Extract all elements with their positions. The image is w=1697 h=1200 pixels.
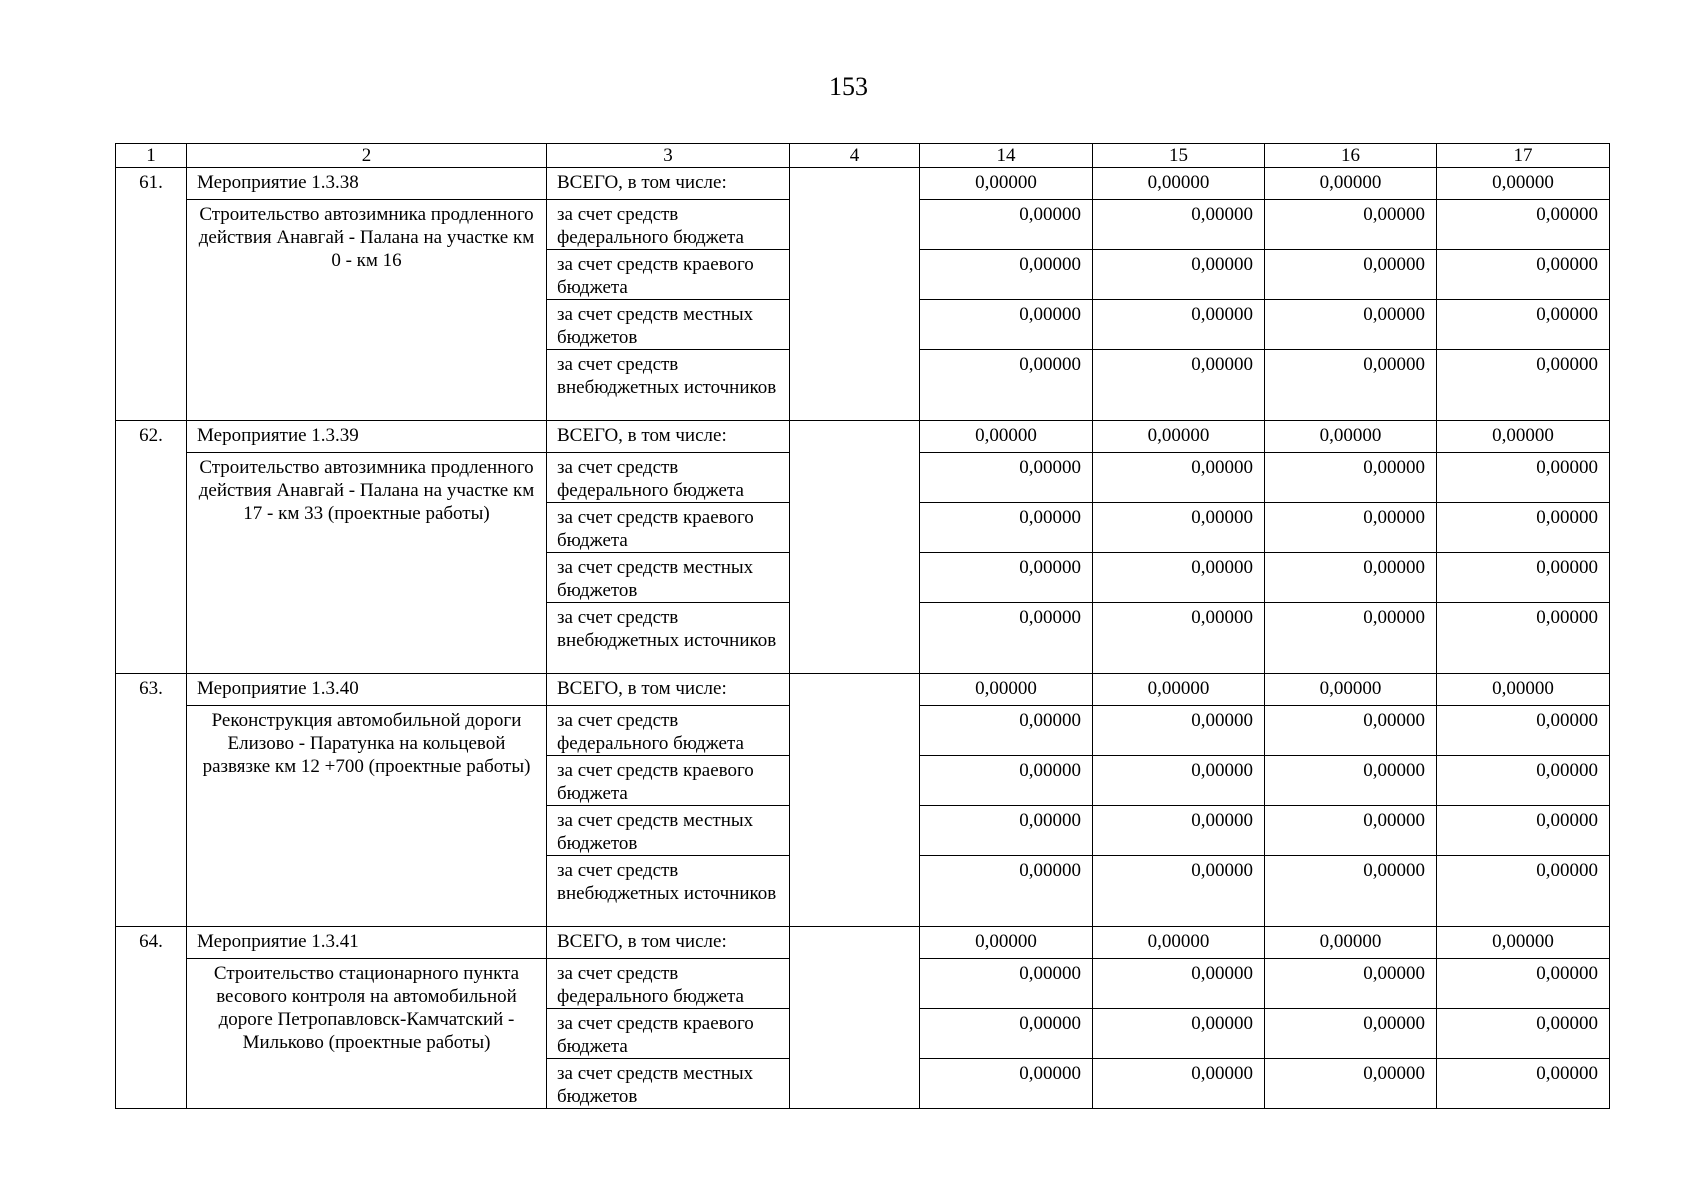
funding-source-label: за счет средств краевого бюджета [547, 756, 790, 806]
header-row [116, 144, 1610, 168]
total-value: 0,00000 [920, 674, 1093, 706]
source-value: 0,00000 [1437, 806, 1610, 856]
source-value: 0,00000 [1265, 856, 1437, 927]
source-value: 0,00000 [1265, 200, 1437, 250]
source-value: 0,00000 [1265, 300, 1437, 350]
total-value: 0,00000 [1437, 927, 1610, 959]
measure-total-row [116, 674, 1610, 706]
source-value: 0,00000 [1437, 553, 1610, 603]
source-value: 0,00000 [920, 350, 1093, 421]
source-value: 0,00000 [1265, 806, 1437, 856]
source-value: 0,00000 [1093, 603, 1265, 674]
measure-description: Строительство стационарного пункта весового контроля на автомобильной дороге Петропавловск-Камчатский - Мильково (проектные работы) [187, 959, 547, 1109]
source-value: 0,00000 [1265, 553, 1437, 603]
col4-empty-cell [790, 421, 920, 674]
total-value: 0,00000 [1437, 421, 1610, 453]
header-cell: 2 [187, 144, 547, 168]
source-value: 0,00000 [1093, 856, 1265, 927]
source-value: 0,00000 [1437, 1059, 1610, 1109]
source-value: 0,00000 [1437, 350, 1610, 421]
row-number: 64. [116, 927, 187, 1109]
source-value: 0,00000 [1265, 1059, 1437, 1109]
source-value: 0,00000 [920, 300, 1093, 350]
col4-empty-cell [790, 168, 920, 421]
source-value: 0,00000 [1093, 706, 1265, 756]
total-label: ВСЕГО, в том числе: [547, 927, 790, 959]
source-value: 0,00000 [1437, 200, 1610, 250]
measure-total-row [116, 421, 1610, 453]
header-cell: 4 [790, 144, 920, 168]
measure-description: Строительство автозимника продленного действия Анавгай - Палана на участке км 0 - км 16 [187, 200, 547, 421]
funding-source-label: за счет средств федерального бюджета [547, 959, 790, 1009]
total-value: 0,00000 [1265, 674, 1437, 706]
total-value: 0,00000 [920, 927, 1093, 959]
header-cell: 15 [1093, 144, 1265, 168]
total-value: 0,00000 [1265, 927, 1437, 959]
source-value: 0,00000 [1437, 453, 1610, 503]
source-value: 0,00000 [1265, 503, 1437, 553]
source-value: 0,00000 [920, 756, 1093, 806]
row-number: 63. [116, 674, 187, 927]
header-cell: 17 [1437, 144, 1610, 168]
source-value: 0,00000 [1437, 503, 1610, 553]
source-value: 0,00000 [1093, 959, 1265, 1009]
source-value: 0,00000 [1265, 350, 1437, 421]
source-value: 0,00000 [1437, 300, 1610, 350]
total-value: 0,00000 [1093, 168, 1265, 200]
total-value: 0,00000 [1093, 421, 1265, 453]
total-value: 0,00000 [1265, 168, 1437, 200]
total-value: 0,00000 [1437, 674, 1610, 706]
measure-total-row [116, 927, 1610, 959]
funding-source-label: за счет средств федерального бюджета [547, 706, 790, 756]
source-value: 0,00000 [1093, 453, 1265, 503]
total-label: ВСЕГО, в том числе: [547, 168, 790, 200]
source-value: 0,00000 [920, 603, 1093, 674]
page-number: 153 [829, 72, 868, 101]
source-value: 0,00000 [1437, 959, 1610, 1009]
source-value: 0,00000 [1093, 350, 1265, 421]
source-value: 0,00000 [1093, 300, 1265, 350]
source-value: 0,00000 [1265, 250, 1437, 300]
funding-source-label: за счет средств местных бюджетов [547, 806, 790, 856]
measure-title: Мероприятие 1.3.39 [187, 421, 547, 453]
measure-title: Мероприятие 1.3.40 [187, 674, 547, 706]
source-value: 0,00000 [920, 1059, 1093, 1109]
measure-description: Строительство автозимника продленного действия Анавгай - Палана на участке км 17 - км 33 (проектные работы) [187, 453, 547, 674]
col4-empty-cell [790, 674, 920, 927]
source-value: 0,00000 [1265, 1009, 1437, 1059]
header-cell: 14 [920, 144, 1093, 168]
funding-source-label: за счет средств краевого бюджета [547, 1009, 790, 1059]
funding-source-label: за счет средств внебюджетных источников [547, 856, 790, 927]
total-label: ВСЕГО, в том числе: [547, 674, 790, 706]
funding-source-label: за счет средств внебюджетных источников [547, 350, 790, 421]
measure-title: Мероприятие 1.3.41 [187, 927, 547, 959]
source-value: 0,00000 [1265, 453, 1437, 503]
funding-source-label: за счет средств федерального бюджета [547, 200, 790, 250]
source-value: 0,00000 [1093, 1009, 1265, 1059]
source-value: 0,00000 [1093, 806, 1265, 856]
total-value: 0,00000 [1265, 421, 1437, 453]
source-value: 0,00000 [1093, 200, 1265, 250]
source-value: 0,00000 [1265, 959, 1437, 1009]
row-number: 61. [116, 168, 187, 421]
source-value: 0,00000 [920, 806, 1093, 856]
source-value: 0,00000 [1437, 250, 1610, 300]
source-value: 0,00000 [920, 200, 1093, 250]
source-value: 0,00000 [1093, 1059, 1265, 1109]
source-value: 0,00000 [1093, 250, 1265, 300]
source-value: 0,00000 [920, 503, 1093, 553]
source-value: 0,00000 [920, 250, 1093, 300]
total-value: 0,00000 [920, 168, 1093, 200]
funding-source-label: за счет средств внебюджетных источников [547, 603, 790, 674]
source-value: 0,00000 [1437, 1009, 1610, 1059]
source-value: 0,00000 [1093, 756, 1265, 806]
measure-title: Мероприятие 1.3.38 [187, 168, 547, 200]
total-value: 0,00000 [1093, 674, 1265, 706]
source-value: 0,00000 [920, 856, 1093, 927]
total-label: ВСЕГО, в том числе: [547, 421, 790, 453]
budget-table [115, 143, 1610, 1109]
source-value: 0,00000 [1437, 706, 1610, 756]
source-value: 0,00000 [920, 553, 1093, 603]
source-value: 0,00000 [1265, 603, 1437, 674]
header-cell: 1 [116, 144, 187, 168]
header-cell: 16 [1265, 144, 1437, 168]
funding-source-label: за счет средств местных бюджетов [547, 300, 790, 350]
header-cell: 3 [547, 144, 790, 168]
source-value: 0,00000 [920, 1009, 1093, 1059]
funding-source-label: за счет средств местных бюджетов [547, 1059, 790, 1109]
row-number: 62. [116, 421, 187, 674]
source-value: 0,00000 [920, 453, 1093, 503]
source-value: 0,00000 [1437, 603, 1610, 674]
funding-source-label: за счет средств местных бюджетов [547, 553, 790, 603]
funding-source-label: за счет средств краевого бюджета [547, 250, 790, 300]
measure-description: Реконструкция автомобильной дороги Елизово - Паратунка на кольцевой развязке км 12 +700 (проектные работы) [187, 706, 547, 927]
total-value: 0,00000 [1437, 168, 1610, 200]
source-value: 0,00000 [1437, 856, 1610, 927]
funding-source-label: за счет средств федерального бюджета [547, 453, 790, 503]
source-value: 0,00000 [1093, 503, 1265, 553]
source-value: 0,00000 [920, 706, 1093, 756]
total-value: 0,00000 [1093, 927, 1265, 959]
total-value: 0,00000 [920, 421, 1093, 453]
source-value: 0,00000 [1437, 756, 1610, 806]
funding-source-label: за счет средств краевого бюджета [547, 503, 790, 553]
source-value: 0,00000 [1265, 706, 1437, 756]
source-value: 0,00000 [1265, 756, 1437, 806]
source-value: 0,00000 [1093, 553, 1265, 603]
source-value: 0,00000 [920, 959, 1093, 1009]
measure-total-row [116, 168, 1610, 200]
col4-empty-cell [790, 927, 920, 1109]
